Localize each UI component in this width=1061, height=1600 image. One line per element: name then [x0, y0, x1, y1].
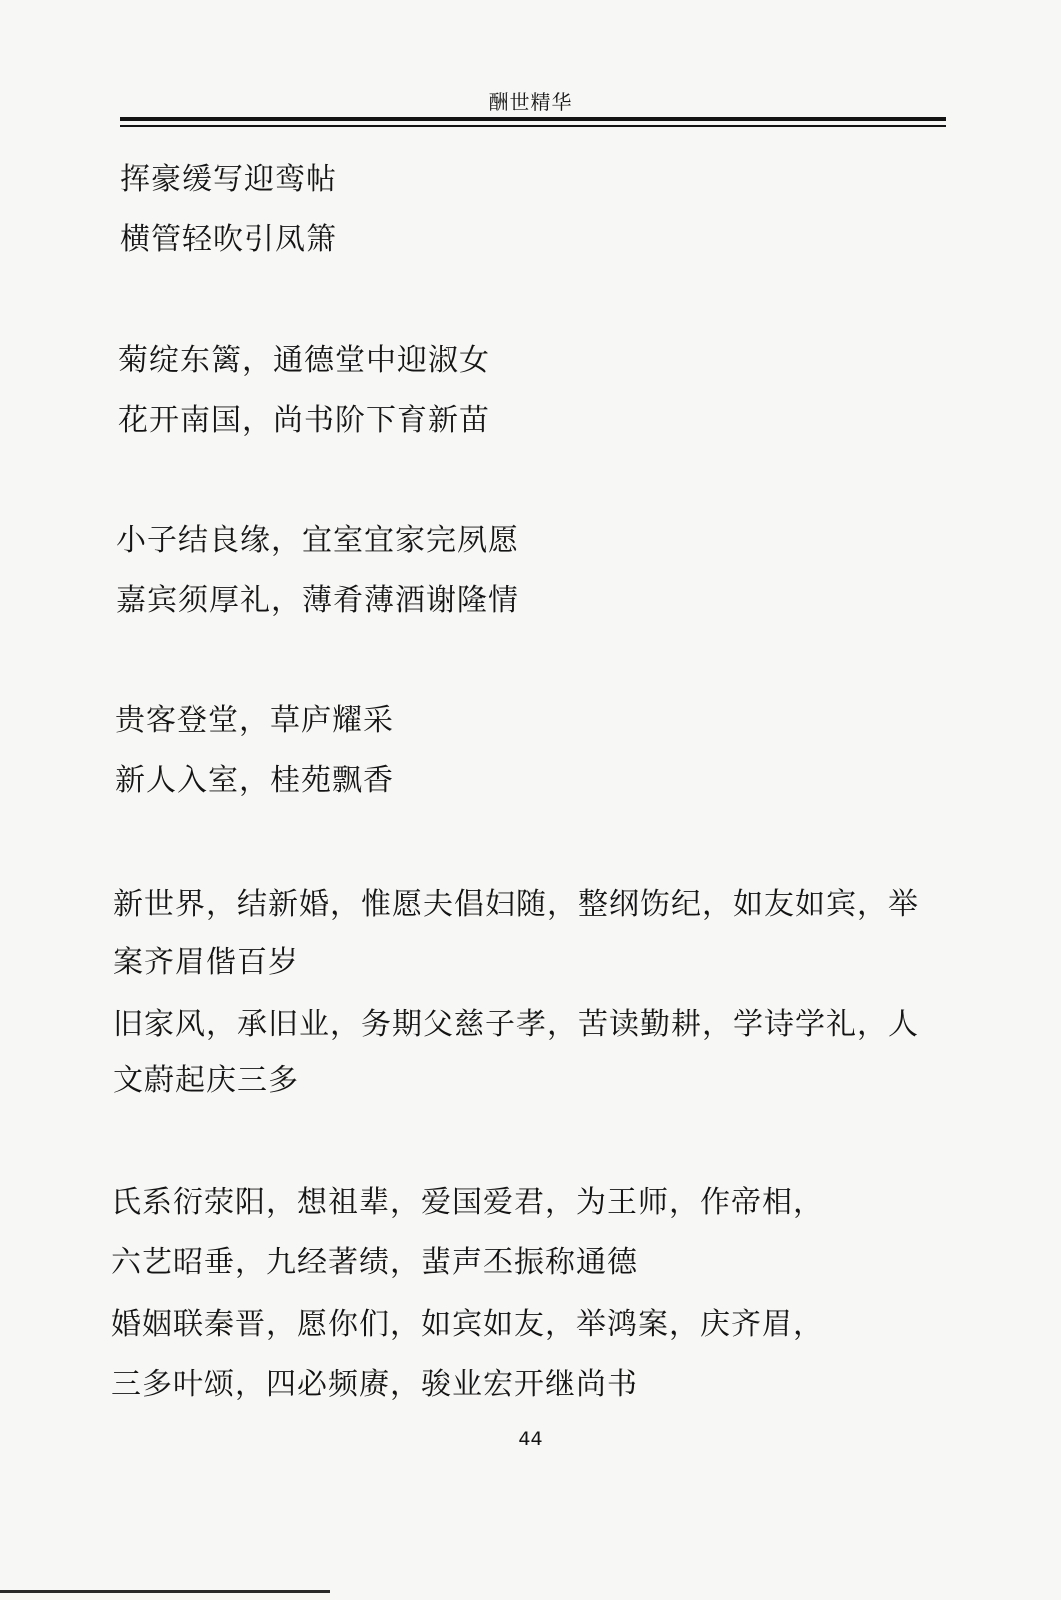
couplet-line: 案齐眉偕百岁 — [113, 945, 299, 980]
couplet-line: 小子结良缘，宜室宜家完夙愿 — [116, 523, 519, 558]
couplet-line: 花开南国，尚书阶下育新苗 — [118, 403, 490, 438]
couplet-line: 挥豪缓写迎鸾帖 — [120, 162, 337, 197]
scan-edge — [0, 1590, 330, 1593]
couplet-line: 新世界，结新婚，惟愿夫倡妇随，整纲饬纪，如友如宾，举 — [113, 887, 919, 922]
header-rule-thin — [120, 125, 946, 127]
couplet-line: 旧家风，承旧业，务期父慈子孝，苦读勤耕，学诗学礼，人 — [113, 1007, 919, 1042]
page-number: 44 — [518, 1428, 543, 1450]
couplet-line: 嘉宾须厚礼，薄肴薄酒谢隆情 — [116, 583, 519, 618]
running-header: 酬世精华 — [488, 90, 573, 114]
couplet-line: 菊绽东篱，通德堂中迎淑女 — [118, 343, 490, 378]
couplet-line: 新人入室，桂苑飘香 — [115, 763, 394, 798]
couplet-line: 六艺昭垂，九经著绩，蜚声丕振称通德 — [111, 1245, 638, 1280]
couplet-line: 氏系衍荥阳，想祖辈，爱国爱君，为王师，作帝相， — [111, 1185, 824, 1220]
couplet-line: 婚姻联秦晋，愿你们，如宾如友，举鸿案，庆齐眉， — [111, 1307, 824, 1342]
couplet-line: 贵客登堂，草庐耀采 — [115, 703, 394, 738]
header-rule-thick — [120, 117, 946, 121]
couplet-line: 横管轻吹引凤箫 — [120, 222, 337, 257]
couplet-line: 三多叶颂，四必频赓，骏业宏开继尚书 — [111, 1367, 638, 1402]
couplet-line: 文蔚起庆三多 — [113, 1063, 299, 1098]
